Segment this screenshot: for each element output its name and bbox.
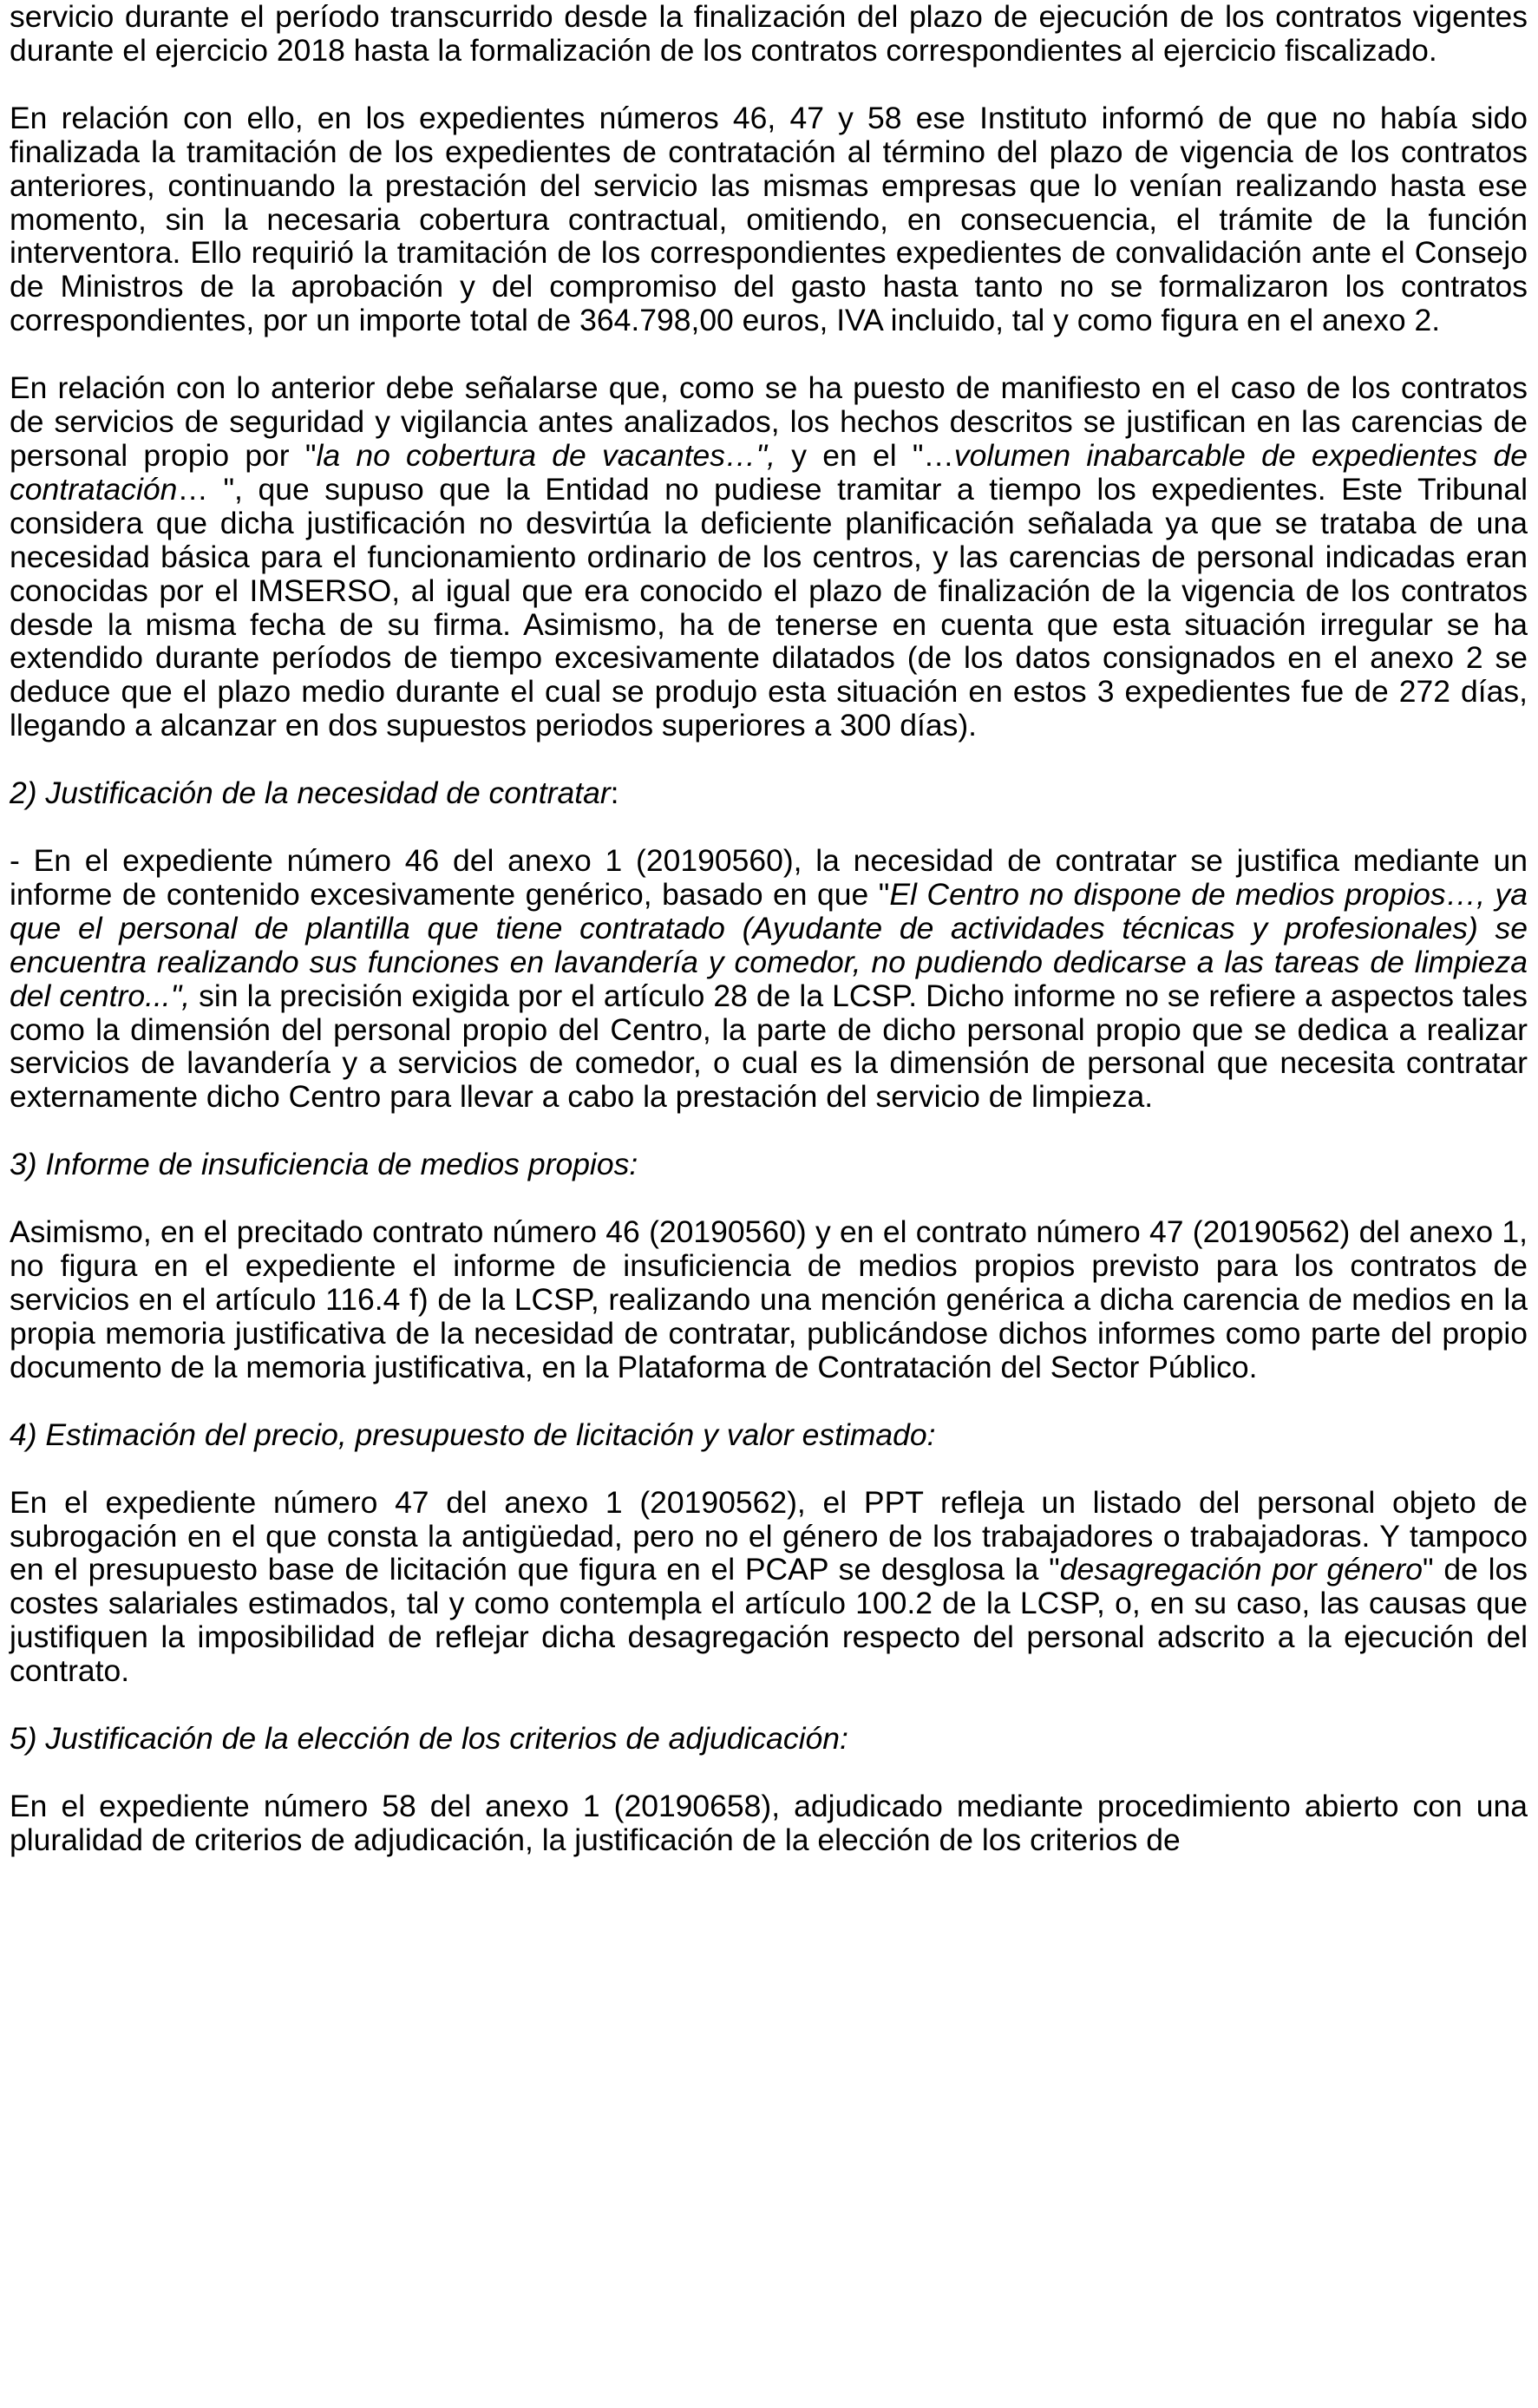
quote-volumen: volumen inabarcable de expedientes de contratación	[10, 437, 1528, 507]
section-heading-2	[10, 776, 1528, 810]
quote-centro: El Centro no dispone de medios propios…, ya que el personal de plantilla que tiene contratado (Ayudante de actividades técnicas y profesionales) se encuentra realizando sus funciones en lavandería y comedor, no pudiendo dedicarse a las tareas de limpieza del centro...",	[10, 876, 1528, 1013]
text-run: … ", que supuso que la Entidad no pudiese tramitar a tiempo los expedientes. Este Tribunal considera que dicha justificación no desvirtúa la deficiente planificación señalada ya que se trataba de una necesidad básica para el funcionamiento ordinario de los centros, y las carencias de personal indicadas eran conocidas por el IMSERSO, al igual que era conocido el plazo de finalización de la vigencia de los contratos desde la misma fecha de su firma. Asimismo, ha de tenerse en cuenta que esta situación irregular se ha extendido durante períodos de tiempo excesivamente dilatados (de los datos consignados en el anexo 2 se deduce que el plazo medio durante el cual se produjo esta situación en estos 3 expedientes fue de 272 días, llegando a alcanzar en dos supuestos periodos superiores a 300 días).	[10, 471, 1528, 743]
paragraph-criterios: En el expediente número 58 del anexo 1 (20190658), adjudicado mediante procedimiento abierto con una pluralidad de criterios de adjudicación, la justificación de la elección de los criterios de	[10, 1788, 1528, 1857]
section-heading-4: 4) Estimación del precio, presupuesto de licitación y valor estimado:	[10, 1417, 936, 1452]
paragraph-estimacion	[10, 1486, 1528, 1688]
paragraph-justification-analysis	[10, 371, 1528, 743]
paragraph-insuficiencia: Asimismo, en el precitado contrato número 46 (20190560) y en el contrato número 47 (20190562) del anexo 1, no figura en el expediente el informe de insuficiencia de medios propios previsto para los contratos de servicios en el artículo 116.4 f) de la LCSP, realizando una mención genérica a dicha carencia de medios en la propia memoria justificativa de la necesidad de contratar, publicándose dichos informes como parte del propio documento de la memoria justificativa, en la Plataforma de Contratación del Sector Público.	[10, 1214, 1528, 1384]
paragraph-convalidation: En relación con ello, en los expedientes números 46, 47 y 58 ese Instituto informó de que no había sido finalizada la tramitación de los expedientes de contratación al término del plazo de vigencia de los contratos anteriores, continuando la prestación del servicio las mismas empresas que lo venían realizando hasta ese momento, sin la necesaria cobertura contractual, omitiendo, en consecuencia, el trámite de la función interventora. Ello requirió la tramitación de los correspondientes expedientes de convalidación ante el Consejo de Ministros de la aprobación y del compromiso del gasto hasta tanto no se formalizaron los contratos correspondientes, por un importe total de 364.798,00 euros, IVA incluido, tal y como figura en el anexo 2.	[10, 100, 1528, 338]
quote-genero: desagregación por género	[1059, 1552, 1423, 1587]
section-heading-3: 3) Informe de insuficiencia de medios propios:	[10, 1147, 638, 1182]
text-run: y en el "…	[776, 437, 954, 473]
text-run: - En el expediente número 46 del anexo 1 (20190560), la necesidad de contratar se justifica mediante un informe de contenido excesivamente genérico, basado en que "	[10, 843, 1528, 912]
heading-colon: :	[610, 775, 619, 811]
text-run: sin la precisión exigida por el artículo 28 de la LCSP. Dicho informe no se refiere a aspectos tales como la dimensión del personal propio del Centro, la parte de dicho personal propio que se dedica a realizar servicios de lavandería y a servicios de comedor, o cual es la dimensión de personal que necesita contratar externamente dicho Centro para llevar a cabo la prestación del servicio de limpieza.	[10, 978, 1528, 1115]
paragraph-necesidad	[10, 844, 1528, 1114]
text-run: En el expediente número 47 del anexo 1 (20190562), el PPT refleja un listado del personal objeto de subrogación en el que consta la antigüedad, pero no el género de los trabajadores o trabajadoras. Y tampoco en el presupuesto base de licitación que figura en el PCAP se desglosa la "	[10, 1484, 1528, 1587]
paragraph-continuation: servicio durante el período transcurrido desde la finalización del plazo de ejecución de los contratos vigentes durante el ejercicio 2018 hasta la formalización de los contratos correspondientes al ejercicio fiscalizado.	[10, 0, 1528, 68]
document-page	[10, 0, 1528, 1857]
text-run: En relación con lo anterior debe señalarse que, como se ha puesto de manifiesto en el caso de los contratos de servicios de seguridad y vigilancia antes analizados, los hechos descritos se justifican en las carencias de personal propio por "	[10, 370, 1528, 473]
heading-text: 2) Justificación de la necesidad de contratar	[10, 775, 611, 811]
text-run: " de los costes salariales estimados, tal y como contempla el artículo 100.2 de la LCSP, o, en su caso, las causas que justifiquen la imposibilidad de reflejar dicha desagregación respecto del personal adscrito a la ejecución del contrato.	[10, 1552, 1528, 1689]
section-heading-5: 5) Justificación de la elección de los criterios de adjudicación:	[10, 1721, 848, 1757]
quote-vacantes: la no cobertura de vacantes…",	[316, 437, 776, 473]
